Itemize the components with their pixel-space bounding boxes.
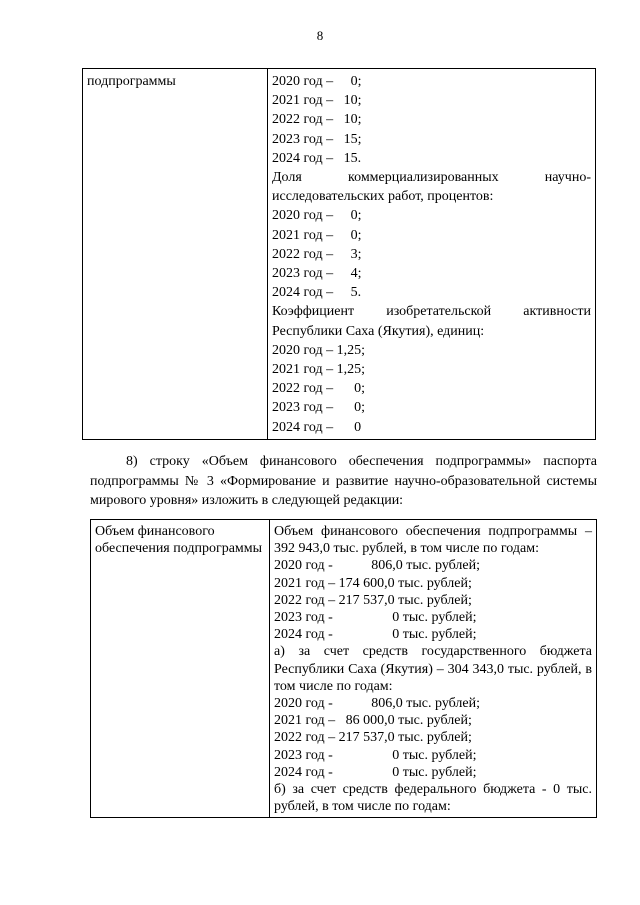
list-item: 2022 год – 217 537,0 тыс. рублей;: [274, 730, 472, 746]
list-item: 2023 год – 0;: [272, 400, 366, 416]
list-item: 2020 год - 806,0 тыс. рублей;: [274, 696, 481, 712]
list-item: 2024 год - 0 тыс. рублей;: [274, 764, 477, 780]
list-item: 2024 год - 0 тыс. рублей;: [274, 627, 477, 643]
row-label: Объем финансового обеспечения подпрограммы: [91, 520, 270, 818]
table-row: [91, 520, 597, 818]
page-number: 8: [316, 28, 324, 43]
list-item: 2020 год – 0;: [272, 74, 362, 89]
list-item: 2023 год - 0 тыс. рублей;: [274, 610, 477, 626]
list-item: 2023 год – 15;: [272, 131, 362, 147]
financing-heading: а) за счет средств государственного бюджета Республики Саха (Якутия) – 304 343,0 тыс. рублей, в том числе по годам:: [274, 644, 592, 694]
list-item: 2023 год – 4;: [272, 266, 362, 282]
indicators-table: [82, 68, 596, 440]
list-item: 2024 год – 5.: [272, 285, 362, 301]
list-item: 2020 год – 1,25;: [272, 342, 366, 358]
list-item: 2023 год - 0 тыс. рублей;: [274, 747, 477, 763]
financing-heading: Объем финансового обеспечения подпрограммы – 392 943,0 тыс. рублей, в том числе по годам:: [274, 524, 592, 557]
list-item: 2022 год – 217 537,0 тыс. рублей;: [274, 592, 472, 608]
list-item: 2022 год – 3;: [272, 246, 362, 262]
list-item: 2021 год – 174 600,0 тыс. рублей;: [274, 575, 472, 591]
indicator-heading: Коэффициент изобретательской активности Республики Саха (Якутия), единиц:: [272, 304, 591, 339]
list-item: 2021 год – 10;: [272, 93, 362, 109]
list-item: 2021 год – 86 000,0 тыс. рублей;: [274, 713, 472, 729]
list-item: 2021 год – 0;: [272, 227, 362, 243]
amendment-paragraph: 8) строку «Объем финансового обеспечения подпрограммы» паспорта подпрограммы № 3 «Формирование и развитие научно-образовательной системы мирового уровня» изложить в следующей редакции:: [90, 454, 597, 508]
list-item: 2020 год – 0;: [272, 208, 362, 224]
list-item: 2022 год – 0;: [272, 381, 366, 397]
financing-table: [90, 519, 597, 818]
financing-heading: б) за счет средств федерального бюджета - 0 тыс. рублей, в том числе по годам:: [274, 782, 592, 815]
indicators-cell: [268, 69, 596, 440]
list-item: 2024 год – 0: [272, 419, 362, 435]
list-item: 2021 год – 1,25;: [272, 362, 366, 378]
list-item: 2020 год - 806,0 тыс. рублей;: [274, 558, 481, 574]
indicator-heading: Доля коммерциализированных научно-исследовательских работ, процентов:: [272, 170, 591, 205]
list-item: 2024 год – 15.: [272, 150, 362, 166]
row-label: подпрограммы: [83, 69, 268, 440]
table-row: [83, 69, 596, 440]
financing-cell: [270, 520, 597, 818]
list-item: 2022 год – 10;: [272, 112, 362, 128]
